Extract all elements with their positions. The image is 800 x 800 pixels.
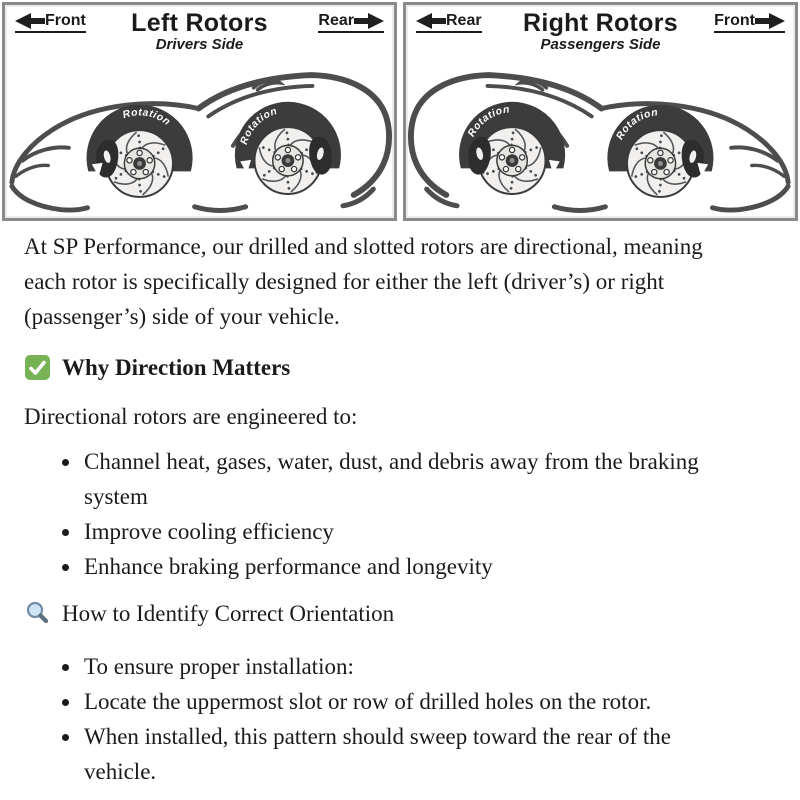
car-illustration-left — [5, 58, 394, 216]
benefit-item: • Enhance braking performance and longevity — [82, 549, 724, 584]
rotation-label: Rotation — [238, 105, 279, 147]
orientation-item: • To ensure proper installation: — [82, 649, 724, 684]
check-mark-icon — [24, 354, 51, 381]
why-direction-matters-heading — [24, 350, 760, 385]
how-to-identify-heading — [24, 596, 760, 631]
engineered-lead: Directional rotors are engineered to: — [24, 404, 358, 429]
direction-text: Rear — [446, 12, 482, 29]
rear-direction-label — [318, 12, 384, 33]
direction-text: Front — [45, 12, 86, 29]
intro-paragraph: At SP Performance, our drilled and slotted rotors are directional, meaning each rotor is specifically designed for either the left (driver’s) or right (passenger’s) side of your vehicle. — [24, 234, 703, 329]
right-arrow-icon — [354, 13, 384, 29]
panel-title-block — [523, 10, 678, 55]
right-panel-header — [416, 9, 785, 55]
panel-title-block — [131, 10, 268, 55]
panel-subtitle: Drivers Side — [155, 36, 244, 54]
orientation-item: • When installed, this pattern should sweep toward the rear of the vehicle. — [82, 719, 724, 789]
panel-title: Left Rotors — [131, 9, 268, 37]
orientation-list — [24, 649, 760, 789]
left-arrow-icon — [15, 13, 45, 29]
panel-title: Right Rotors — [523, 9, 678, 37]
article-body — [0, 221, 800, 789]
benefit-item: • Improve cooling efficiency — [82, 514, 724, 549]
rotor-direction-diagram — [0, 0, 800, 221]
left-arrow-icon — [416, 13, 446, 29]
car-with-rotors — [12, 75, 389, 210]
magnifying-glass-icon — [24, 600, 51, 627]
left-panel-header — [15, 9, 384, 55]
rear-direction-label — [416, 12, 482, 33]
heading-text: How to Identify Correct Orientation — [62, 601, 395, 626]
left-rotors-panel — [2, 2, 397, 221]
panel-subtitle: Passengers Side — [540, 36, 661, 54]
heading-text: Why Direction Matters — [62, 355, 291, 380]
car-with-rotors-mirrored — [411, 75, 788, 210]
orientation-item: • Locate the uppermost slot or row of drilled holes on the rotor. — [82, 684, 724, 719]
front-direction-label — [714, 12, 785, 33]
rotation-label: Rotation — [466, 104, 511, 139]
direction-text: Front — [714, 12, 755, 29]
front-direction-label — [15, 12, 86, 33]
direction-text: Rear — [318, 12, 354, 29]
benefits-list — [24, 444, 760, 584]
right-arrow-icon — [755, 13, 785, 29]
rotation-label: Rotation — [614, 107, 659, 142]
right-rotors-panel — [403, 2, 798, 221]
benefit-item: • Channel heat, gases, water, dust, and debris away from the braking system — [82, 444, 724, 514]
car-illustration-right — [406, 58, 795, 216]
rotation-label: Rotation — [121, 107, 173, 129]
